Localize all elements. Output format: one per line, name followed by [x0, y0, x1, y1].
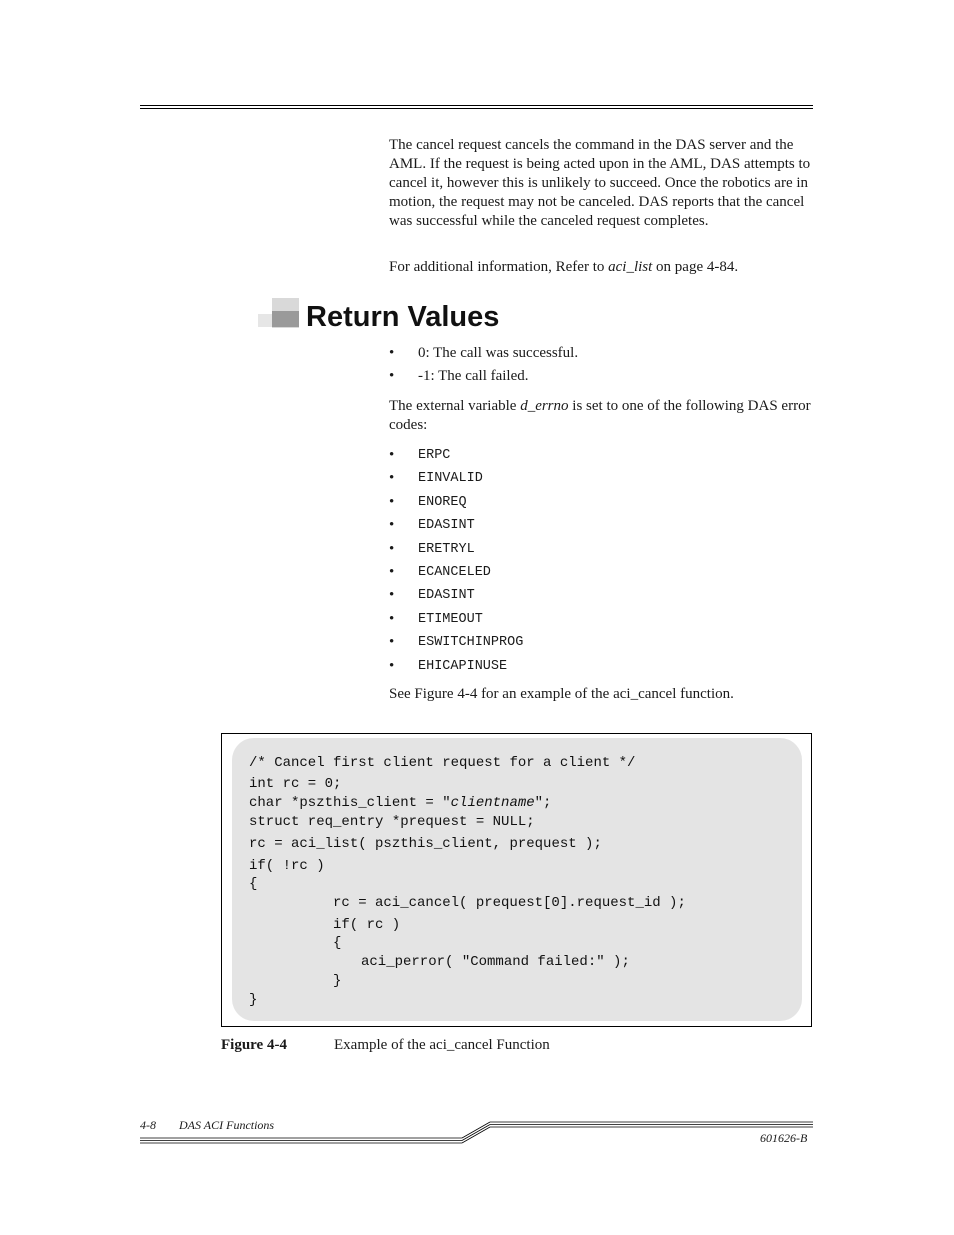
section-title: Return Values	[306, 301, 500, 333]
code-line: rc = aci_list( pszthis_client, prequest );	[249, 836, 602, 852]
code-line: char *pszthis_client = "clientname";	[249, 795, 552, 811]
code-figure	[221, 733, 812, 1027]
code-line: int rc = 0;	[249, 776, 342, 792]
heading-ornament	[272, 311, 299, 327]
heading-ornament	[258, 314, 272, 327]
intro-paragraph: The cancel request cancels the command in the DAS server and the AML. If the request is being acted upon in the AML, DAS attempts to cancel it, however this is unlikely to succeed. Once the robotics are in motion, the request may not be canceled. DAS reports that the cancel was successful while the canceled request completes.	[389, 137, 811, 229]
code-line: aci_perror( "Command failed:" );	[361, 954, 630, 970]
list-item: • 0: The call was successful.	[389, 345, 579, 361]
code-line: if( rc )	[333, 917, 401, 933]
reference-paragraph	[389, 258, 813, 277]
code-line: }	[249, 992, 258, 1008]
reference-prefix: For additional information, Refer to	[389, 259, 609, 275]
header-rule	[140, 105, 813, 106]
list-item: • ENOREQ	[389, 493, 467, 510]
code-block	[232, 738, 802, 1021]
list-item: • -1: The call failed.	[389, 368, 529, 384]
reference-link[interactable]: aci_list	[608, 259, 653, 275]
chapter-title: DAS ACI Functions	[179, 1118, 275, 1132]
page-number: 4-8	[140, 1118, 156, 1132]
document-number: 601626-B	[760, 1131, 808, 1145]
code-line: /* Cancel first client request for a client */	[249, 755, 636, 771]
section-heading	[258, 298, 658, 334]
errno-variable: d_errno	[520, 398, 569, 414]
code-line: {	[249, 876, 258, 892]
list-item: • EHICAPINUSE	[389, 657, 508, 674]
reference-suffix: on page 4-84.	[652, 259, 739, 275]
list-item: • ERETRYL	[389, 540, 475, 557]
header-rule	[140, 108, 813, 109]
return-values-list	[389, 342, 578, 388]
see-figure-paragraph: See Figure 4-4 for an example of the aci_cancel function.	[389, 686, 734, 702]
code-line: if( !rc )	[249, 858, 325, 874]
error-codes-list	[389, 444, 523, 678]
code-line: struct req_entry *prequest = NULL;	[249, 814, 535, 830]
code-line: rc = aci_cancel( prequest[0].request_id );	[333, 895, 686, 911]
errno-paragraph: The external variable d_errno is set to one of the following DAS error codes:	[389, 398, 811, 433]
list-item: • ESWITCHINPROG	[389, 634, 524, 651]
list-item: • EDASINT	[389, 517, 475, 534]
list-item: • ERPC	[389, 447, 451, 463]
list-item: • EINVALID	[389, 470, 483, 487]
code-line: {	[333, 935, 342, 951]
list-item: • EDASINT	[389, 587, 475, 604]
figure-label: Figure 4-4	[221, 1037, 287, 1053]
figure-caption: Example of the aci_cancel Function	[334, 1037, 550, 1053]
list-item: • ETIMEOUT	[389, 610, 483, 627]
code-line: }	[333, 973, 342, 989]
list-item: • ECANCELED	[389, 564, 491, 581]
